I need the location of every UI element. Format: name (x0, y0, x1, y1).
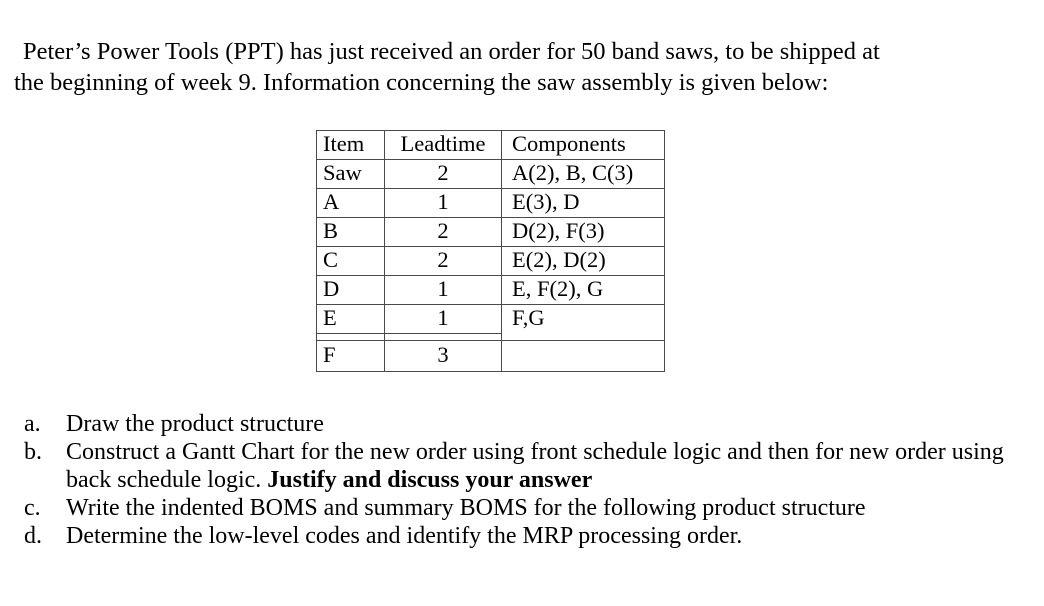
question-item (24, 494, 1034, 522)
table-header-row (317, 131, 665, 160)
cell-components: E, F(2), G (502, 276, 665, 305)
intro-line-1: Peter’s Power Tools (PPT) has just received an order for 50 band saws, to be shipped at (23, 38, 880, 65)
question-text: Write the indented BOMS and summary BOMS for the following product structure (66, 495, 866, 521)
question-text: Construct a Gantt Chart for the new order using front schedule logic and then for new order using back schedule logic. (66, 439, 1004, 493)
cell-leadtime: 2 (385, 218, 502, 247)
question-emphasis: Justify and discuss your answer (267, 467, 593, 493)
cell-leadtime: 2 (385, 247, 502, 276)
cell-components (502, 341, 665, 372)
table-row (317, 305, 665, 334)
header-components: Components (502, 131, 665, 160)
header-leadtime: Leadtime (385, 131, 502, 160)
cell-item: A (317, 189, 385, 218)
cell-components: E(3), D (502, 189, 665, 218)
cell-components: E(2), D(2) (502, 247, 665, 276)
cell-item: F (317, 341, 385, 372)
question-text: Draw the product structure (66, 411, 324, 437)
question-item (24, 410, 1034, 438)
intro-line-2: the beginning of week 9. Information concerning the saw assembly is given below: (14, 69, 829, 96)
table-row (317, 189, 665, 218)
cell-leadtime: 2 (385, 160, 502, 189)
cell-item: E (317, 305, 385, 334)
cell-leadtime: 1 (385, 189, 502, 218)
table-row (317, 218, 665, 247)
cell-item: B (317, 218, 385, 247)
cell-leadtime: 3 (385, 341, 502, 372)
cell-item: C (317, 247, 385, 276)
cell-components: F,G (502, 305, 665, 334)
table-row (317, 341, 665, 372)
bom-table (316, 130, 665, 372)
cell-item: Saw (317, 160, 385, 189)
intro-paragraph (14, 36, 1034, 98)
spacer-cell (502, 334, 665, 341)
table-row (317, 247, 665, 276)
question-marker: d. (24, 523, 42, 549)
question-marker: a. (24, 411, 41, 437)
cell-leadtime: 1 (385, 305, 502, 334)
question-text: Determine the low-level codes and identify the MRP processing order. (66, 523, 743, 549)
question-item (24, 522, 1034, 550)
table-row (317, 276, 665, 305)
question-item (24, 438, 1034, 494)
table-row (317, 160, 665, 189)
spacer-cell (317, 334, 385, 341)
question-marker: c. (24, 495, 41, 521)
question-list (24, 410, 1034, 550)
question-marker: b. (24, 439, 42, 465)
spacer-cell (385, 334, 502, 341)
cell-components: D(2), F(3) (502, 218, 665, 247)
cell-leadtime: 1 (385, 276, 502, 305)
header-item: Item (317, 131, 385, 160)
table-spacer-row (317, 334, 665, 341)
cell-item: D (317, 276, 385, 305)
cell-components: A(2), B, C(3) (502, 160, 665, 189)
